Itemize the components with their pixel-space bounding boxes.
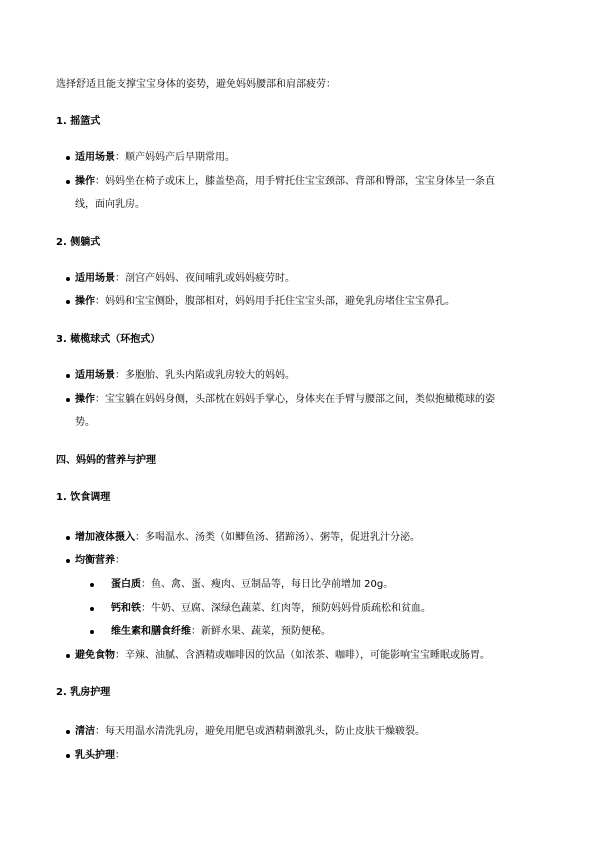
- posture-1-operation: 操作：妈妈坐在椅子或床上，膝盖垫高，用手臂托住宝宝颈部、背部和臀部，宝宝身体呈一条直: [75, 176, 495, 187]
- posture-3-operation-cont: 势。: [75, 417, 95, 428]
- bullet-icon: [66, 156, 70, 160]
- bullet-icon: [66, 300, 70, 304]
- bullet-icon: [66, 374, 70, 378]
- bullet-icon: [66, 277, 70, 281]
- bullet-icon: [66, 398, 70, 402]
- diet-avoid: 避免食物：辛辣、油腻、含酒精或咖啡因的饮品（如浓茶、咖啡），可能影响宝宝睡眠或肠胃。: [75, 650, 490, 661]
- posture-2-heading: 2. 侧躺式: [56, 237, 101, 248]
- breast-clean: 清洁：每天用温水清洗乳房，避免用肥皂或酒精刺激乳头，防止皮肤干燥皲裂。: [75, 726, 425, 737]
- section-4-heading: 四、妈妈的营养与护理: [56, 455, 156, 466]
- bullet-icon: [66, 754, 70, 758]
- diet-fluid: 增加液体摄入：多喝温水、汤类（如鲫鱼汤、猪蹄汤）、粥等，促进乳汁分泌。: [75, 532, 420, 543]
- intro-text: 选择舒适且能支撑宝宝身体的姿势，避免妈妈腰部和肩部疲劳：: [56, 79, 336, 90]
- posture-1-scene: 适用场景：顺产妈妈产后早期常用。: [75, 152, 235, 163]
- bullet-icon: [66, 730, 70, 734]
- posture-2-operation: 操作：妈妈和宝宝侧卧，腹部相对，妈妈用手托住宝宝头部，避免乳房堵住宝宝鼻孔。: [75, 296, 455, 307]
- diet-calcium-iron: 钙和铁：牛奶、豆腐、深绿色蔬菜、红肉等，预防妈妈骨质疏松和贫血。: [111, 603, 431, 614]
- posture-3-operation: 操作：宝宝躺在妈妈身侧，头部枕在妈妈手掌心，身体夹在手臂与腰部之间，类似抱橄榄球的姿: [75, 394, 495, 405]
- breast-care-heading: 2. 乳房护理: [56, 687, 111, 698]
- diet-protein: 蛋白质：鱼、禽、蛋、瘦肉、豆制品等，每日比孕前增加 20g。: [111, 579, 394, 590]
- diet-heading: 1. 饮食调理: [56, 492, 111, 503]
- bullet-icon: [66, 536, 70, 540]
- diet-balanced: 均衡营养：: [75, 555, 125, 566]
- breast-nipple-care: 乳头护理：: [75, 750, 125, 761]
- posture-2-scene: 适用场景：剖宫产妈妈、夜间哺乳或妈妈疲劳时。: [75, 273, 295, 284]
- sub-bullet-icon: [90, 607, 94, 611]
- posture-3-scene: 适用场景：多胞胎、乳头内陷或乳房较大的妈妈。: [75, 370, 295, 381]
- bullet-icon: [66, 654, 70, 658]
- sub-bullet-icon: [90, 583, 94, 587]
- bullet-icon: [66, 180, 70, 184]
- diet-vitamins-fiber: 维生素和膳食纤维：新鲜水果、蔬菜，预防便秘。: [111, 626, 331, 637]
- posture-1-heading: 1. 摇篮式: [56, 116, 101, 127]
- sub-bullet-icon: [90, 630, 94, 634]
- bullet-icon: [66, 559, 70, 563]
- posture-3-heading: 3. 橄榄球式（环抱式）: [56, 334, 161, 345]
- posture-1-operation-cont: 线，面向乳房。: [75, 199, 145, 210]
